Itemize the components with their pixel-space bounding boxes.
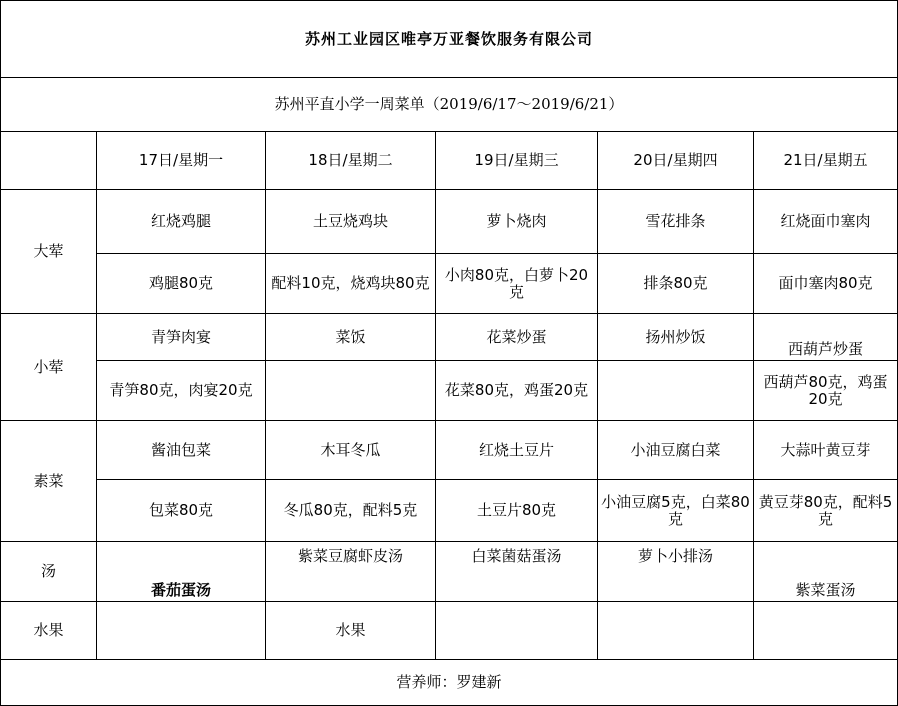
dish-ingredients: 小肉80克，白萝卜20克 (436, 254, 598, 314)
category-label-veg: 素菜 (1, 421, 97, 542)
dish-name: 青笋肉宴 (97, 314, 266, 361)
dish-name: 扬州炒饭 (598, 314, 754, 361)
soup-name: 番茄蛋汤 (97, 542, 266, 602)
dish-ingredients: 面巾塞肉80克 (754, 254, 898, 314)
dish-ingredients: 土豆片80克 (436, 480, 598, 542)
dish-ingredients: 黄豆芽80克，配料5克 (754, 480, 898, 542)
soup-name: 紫菜蛋汤 (754, 542, 898, 602)
soup-row (1, 542, 898, 602)
footer-row (1, 660, 898, 706)
dish-ingredients: 花菜80克，鸡蛋20克 (436, 361, 598, 421)
dish-name: 西葫芦炒蛋 (754, 314, 898, 361)
dish-name: 红烧面巾塞肉 (754, 190, 898, 254)
dish-ingredients: 配料10克，烧鸡块80克 (266, 254, 436, 314)
company-title: 苏州工业园区唯亭万亚餐饮服务有限公司 (1, 1, 898, 78)
dish-name: 红烧土豆片 (436, 421, 598, 480)
dish-ingredients: 冬瓜80克，配料5克 (266, 480, 436, 542)
fruit-cell (97, 602, 266, 660)
dish-name: 小油豆腐白菜 (598, 421, 754, 480)
corner-cell (1, 132, 97, 190)
category-label-side: 小荤 (1, 314, 97, 421)
dish-ingredients: 鸡腿80克 (97, 254, 266, 314)
company-title-row (1, 1, 898, 78)
category-label-soup: 汤 (1, 542, 97, 602)
dish-ingredients: 包菜80克 (97, 480, 266, 542)
dish-name: 酱油包菜 (97, 421, 266, 480)
category-label-main: 大荤 (1, 190, 97, 314)
day-header: 19日/星期三 (436, 132, 598, 190)
main-ingredient-row (1, 254, 898, 314)
dish-name: 雪花排条 (598, 190, 754, 254)
dish-name: 花菜炒蛋 (436, 314, 598, 361)
main-dish-row (1, 190, 898, 254)
soup-name: 紫菜豆腐虾皮汤 (266, 542, 436, 602)
fruit-cell (436, 602, 598, 660)
fruit-cell (598, 602, 754, 660)
fruit-row (1, 602, 898, 660)
dish-name: 土豆烧鸡块 (266, 190, 436, 254)
menu-title: 苏州平直小学一周菜单（2019/6/17～2019/6/21） (1, 78, 898, 132)
day-header-row (1, 132, 898, 190)
soup-name: 白菜菌菇蛋汤 (436, 542, 598, 602)
menu-title-row (1, 78, 898, 132)
dish-ingredients: 小油豆腐5克，白菜80克 (598, 480, 754, 542)
nutritionist-label: 营养师：罗建新 (1, 660, 898, 706)
fruit-cell (754, 602, 898, 660)
category-label-fruit: 水果 (1, 602, 97, 660)
side-ingredient-row (1, 361, 898, 421)
dish-ingredients: 排条80克 (598, 254, 754, 314)
side-dish-row (1, 314, 898, 361)
dish-name: 大蒜叶黄豆芽 (754, 421, 898, 480)
day-header: 20日/星期四 (598, 132, 754, 190)
dish-name: 萝卜烧肉 (436, 190, 598, 254)
dish-ingredients (266, 361, 436, 421)
dish-ingredients: 西葫芦80克，鸡蛋20克 (754, 361, 898, 421)
soup-name: 萝卜小排汤 (598, 542, 754, 602)
dish-ingredients: 青笋80克，肉宴20克 (97, 361, 266, 421)
dish-ingredients (598, 361, 754, 421)
veg-ingredient-row (1, 480, 898, 542)
dish-name: 木耳冬瓜 (266, 421, 436, 480)
veg-dish-row (1, 421, 898, 480)
fruit-cell: 水果 (266, 602, 436, 660)
dish-name: 红烧鸡腿 (97, 190, 266, 254)
dish-name: 菜饭 (266, 314, 436, 361)
day-header: 21日/星期五 (754, 132, 898, 190)
day-header: 18日/星期二 (266, 132, 436, 190)
day-header: 17日/星期一 (97, 132, 266, 190)
